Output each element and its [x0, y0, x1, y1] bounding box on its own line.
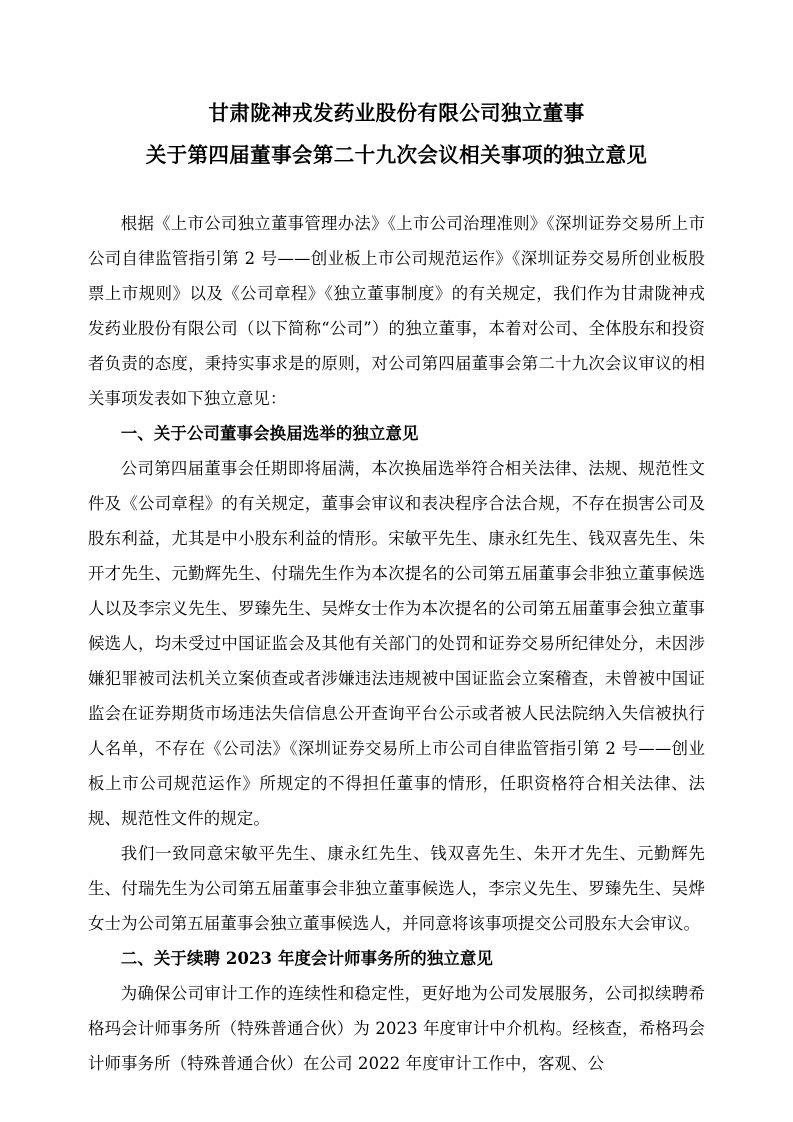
section-heading-2: 二、关于续聘 2023 年度会计师事务所的独立意见: [120, 949, 493, 968]
document-title: [88, 92, 705, 176]
paragraph-section1-conclusion: 我们一致同意宋敏平先生、康永红先生、钱双喜先生、朱开才先生、元勤辉先生、付瑞先生为公司第五届董事会非独立董事候选人，李宗义先生、罗臻先生、吴烨女士为公司第五届董事会独立董事候选人，并同意将该事项提交公司股东大会审议。: [88, 844, 705, 933]
document-body: [88, 206, 705, 1081]
title-line-1: 甘肃陇神戎发药业股份有限公司独立董事: [208, 101, 585, 125]
paragraph-intro: 根据《上市公司独立董事管理办法》《上市公司治理准则》《深圳证券交易所上市公司自律监管指引第 2 号——创业板上市公司规范运作》《深圳证券交易所创业板股票上市规则》以及《公司章程》《独立董事制度》的有关规定，我们作为甘肃陇神戎发药业股份有限公司（以下简称“公司”）的独立董事，本着对公司、全体股东和投资者负责的态度，秉持实事求是的原则，对公司第四届董事会第二十九次会议审议的相关事项发表如下独立意见：: [88, 214, 705, 408]
paragraph-section2-body: 为确保公司审计工作的连续性和稳定性，更好地为公司发展服务，公司拟续聘希格玛会计师事务所（特殊普通合伙）为 2023 年度审计中介机构。经核查，希格玛会计师事务所（特殊普通合伙）在公司 2022 年度审计工作中，客观、公: [88, 984, 705, 1073]
paragraph-section1-body: 公司第四届董事会任期即将届满，本次换届选举符合相关法律、法规、规范性文件及《公司章程》的有关规定，董事会审议和表决程序合法合规，不存在损害公司及股东利益，尤其是中小股东利益的情形。宋敏平先生、康永红先生、钱双喜先生、朱开才先生、元勤辉先生、付瑞先生作为本次提名的公司第五届董事会非独立董事候选人以及李宗义先生、罗臻先生、吴烨女士作为本次提名的公司第五届董事会独立董事候选人，均未受过中国证监会及其他有关部门的处罚和证券交易所纪律处分，未因涉嫌犯罪被司法机关立案侦查或者涉嫌违法违规被中国证监会立案稽查，未曾被中国证监会在证券期货市场违法失信信息公开查询平台公示或者被人民法院纳入失信被执行人名单，不存在《公司法》《深圳证券交易所上市公司自律监管指引第 2 号——创业板上市公司规范运作》所规定的不得担任董事的情形，任职资格符合相关法律、法规、规范性文件的规定。: [88, 459, 705, 828]
title-line-2: 关于第四届董事会第二十九次会议相关事项的独立意见: [145, 143, 648, 167]
section-heading-1: 一、关于公司董事会换届选举的独立意见: [120, 424, 419, 443]
